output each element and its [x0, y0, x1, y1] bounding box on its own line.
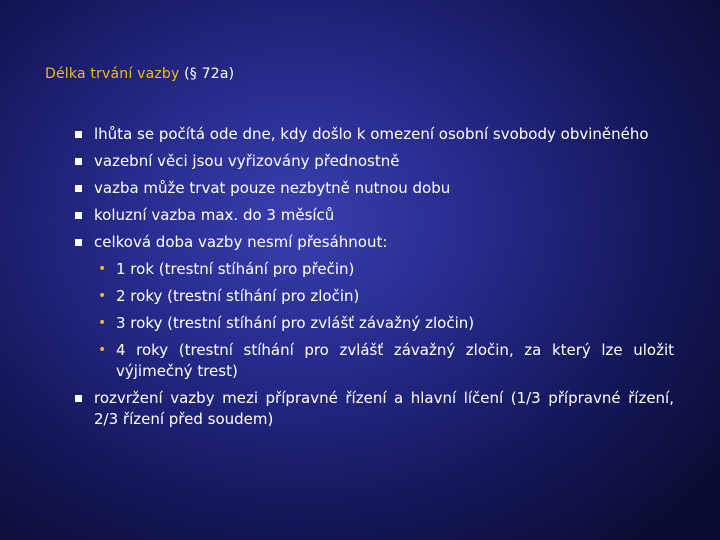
bullet-item	[72, 205, 674, 226]
slide-title	[45, 66, 234, 82]
square-bullet-icon	[75, 395, 82, 402]
sub-bullet-text: 4 roky (trestní stíhání pro zvlášť závažný zločin, za který lze uložit výjimečný trest)	[116, 341, 674, 380]
round-bullet-icon: •	[98, 261, 107, 277]
square-bullet-icon	[75, 158, 82, 165]
round-bullet-icon: •	[98, 315, 107, 331]
bullet-text: koluzní vazba max. do 3 měsíců	[94, 206, 335, 224]
square-bullet-icon	[75, 239, 82, 246]
bullet-text: vazební věci jsou vyřizovány přednostně	[94, 152, 400, 170]
sub-bullet-text: 1 rok (trestní stíhání pro přečin)	[116, 260, 355, 278]
bullet-text: vazba může trvat pouze nezbytně nutnou dobu	[94, 179, 451, 197]
round-bullet-icon: •	[98, 342, 107, 358]
sub-bullet-item	[72, 313, 674, 334]
bullet-item	[72, 232, 674, 253]
bullet-item	[72, 388, 674, 430]
slide-title-reference: (§ 72a)	[184, 66, 235, 82]
sub-bullet-text: 3 roky (trestní stíhání pro zvlášť závažný zločin)	[116, 314, 475, 332]
slide-title-main: Délka trvání vazby	[45, 66, 180, 82]
bullet-text: celková doba vazby nesmí přesáhnout:	[94, 233, 388, 251]
round-bullet-icon: •	[98, 288, 107, 304]
bullet-text: lhůta se počítá ode dne, kdy došlo k omezení osobní svobody obviněného	[94, 125, 649, 143]
bullet-list	[72, 124, 674, 436]
square-bullet-icon	[75, 212, 82, 219]
square-bullet-icon	[75, 131, 82, 138]
sub-bullet-item	[72, 286, 674, 307]
sub-bullet-item	[72, 259, 674, 280]
sub-bullet-item	[72, 340, 674, 382]
bullet-item	[72, 178, 674, 199]
bullet-text: rozvržení vazby mezi přípravné řízení a hlavní líčení (1/3 přípravné řízení, 2/3 řízení před soudem)	[94, 389, 674, 428]
bullet-item	[72, 151, 674, 172]
sub-bullet-text: 2 roky (trestní stíhání pro zločin)	[116, 287, 360, 305]
square-bullet-icon	[75, 185, 82, 192]
bullet-item	[72, 124, 674, 145]
